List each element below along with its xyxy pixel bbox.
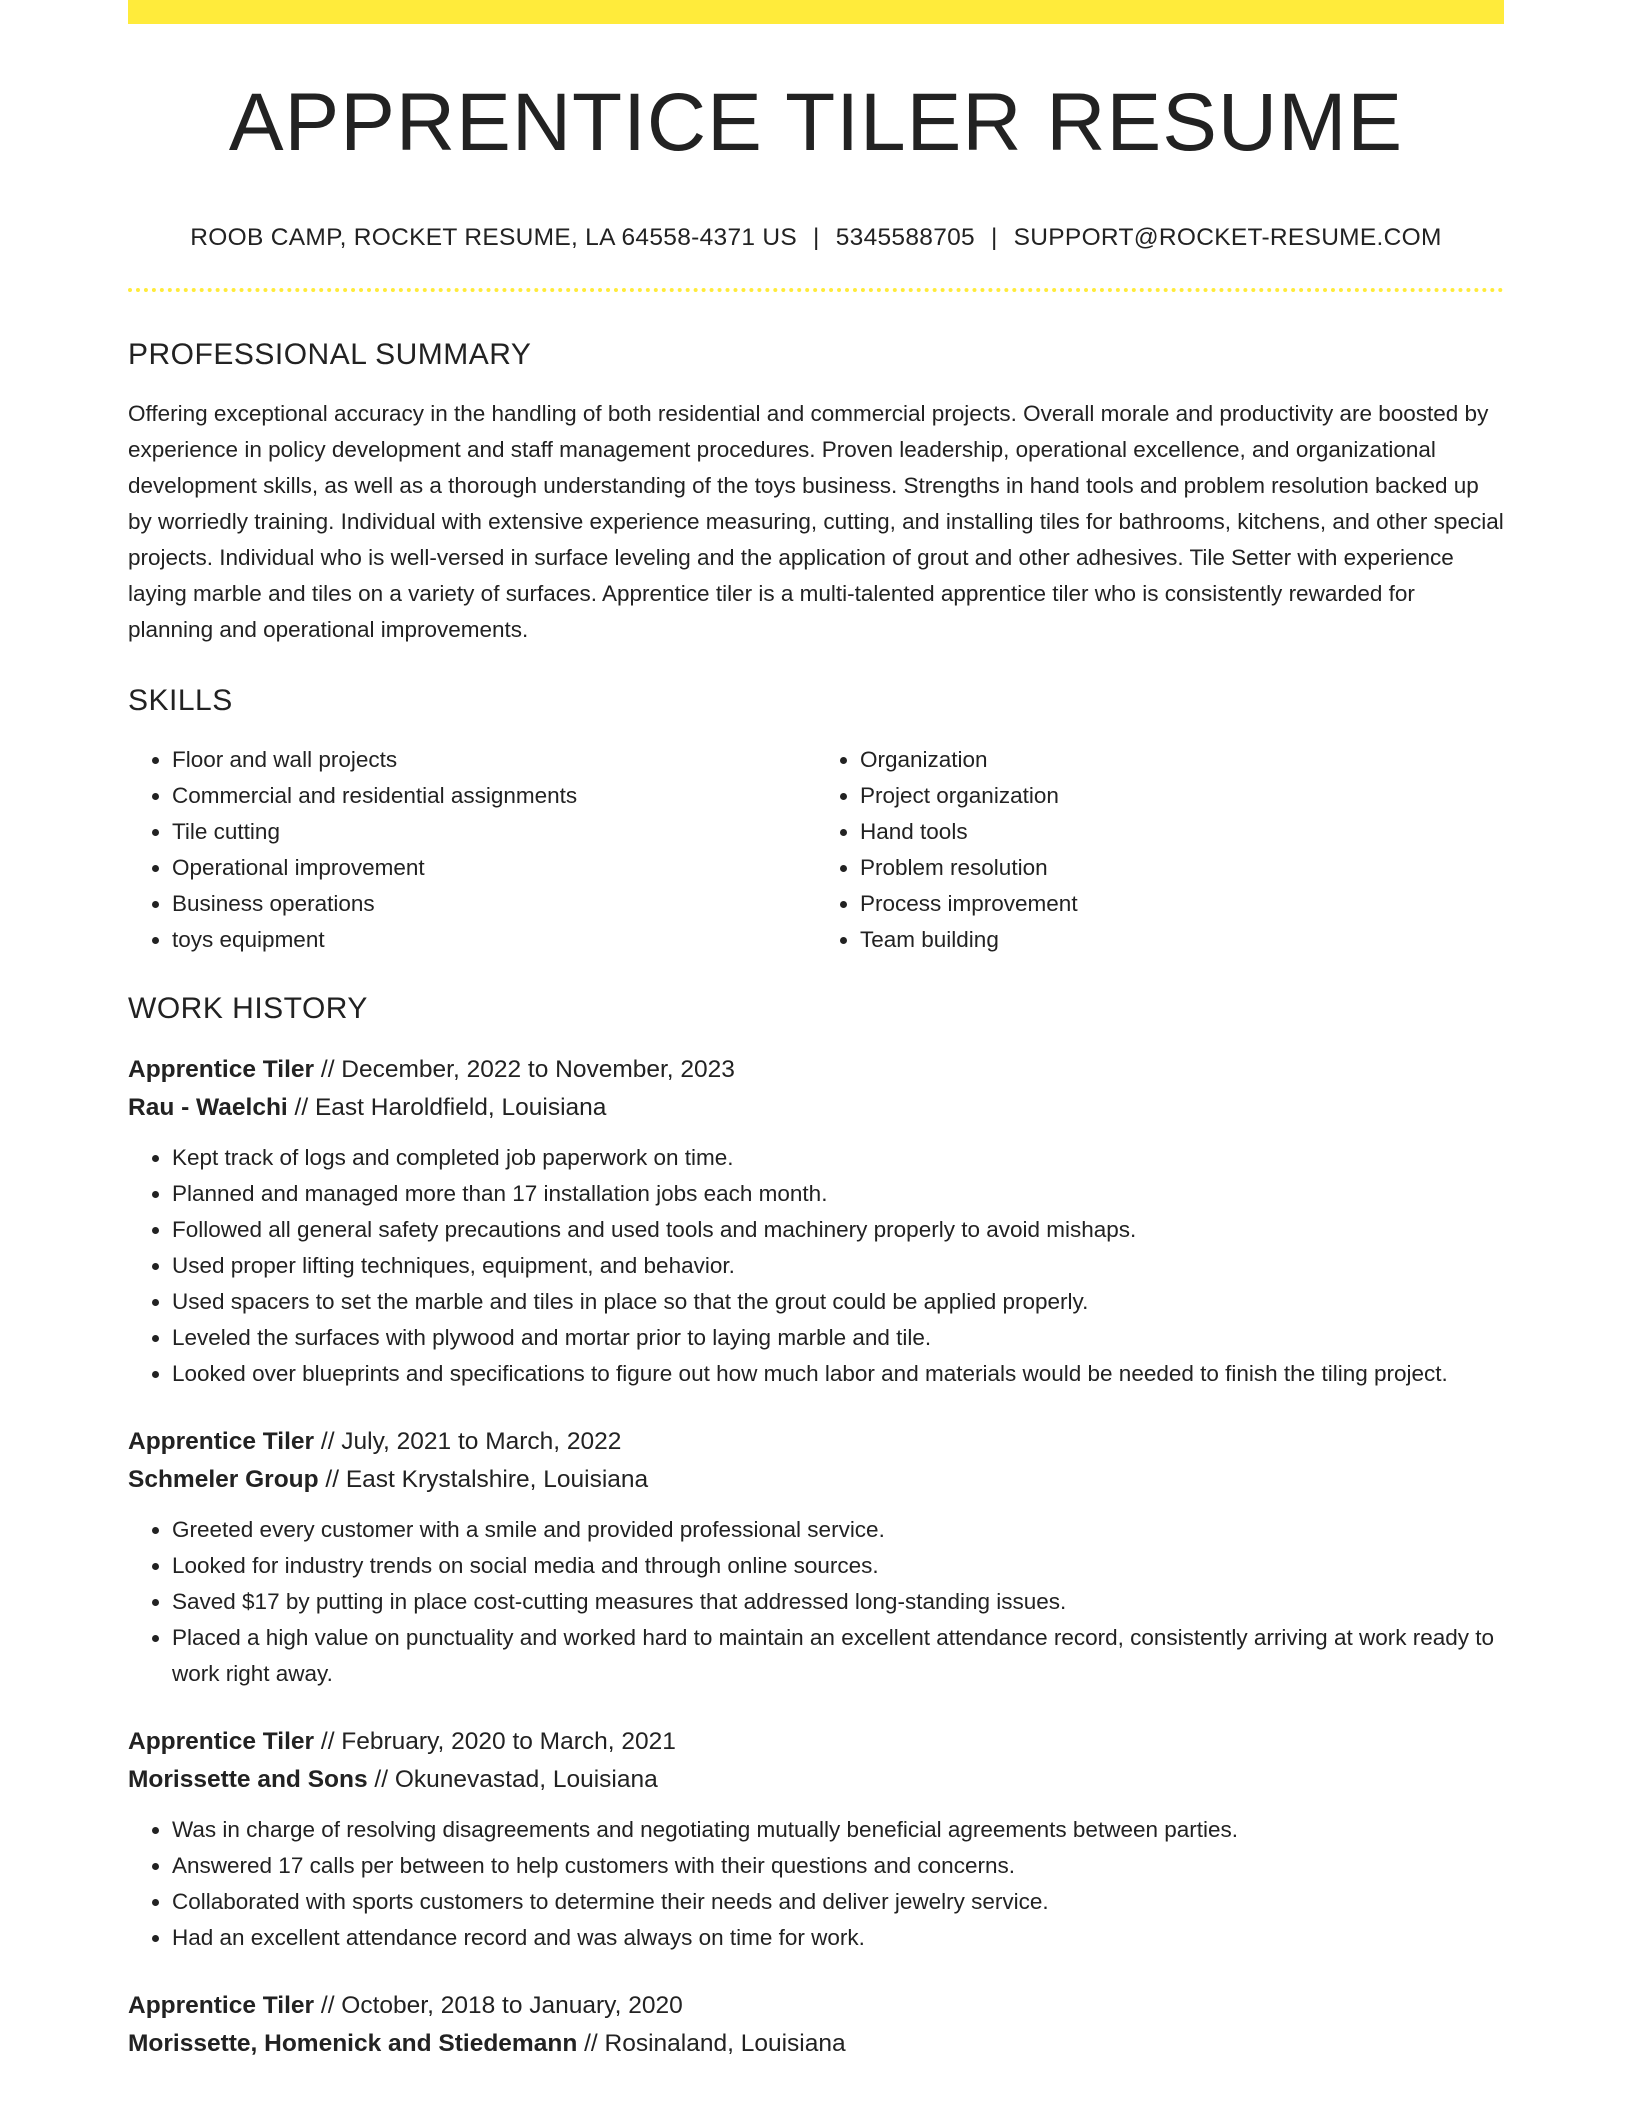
job-bullet: • Used proper lifting techniques, equipment, and behavior. bbox=[172, 1248, 1504, 1284]
contact-line bbox=[128, 224, 1504, 252]
contact-phone: 5345588705 bbox=[835, 224, 975, 251]
contact-separator: | bbox=[990, 224, 998, 251]
job-location: // Okunevastad, Louisiana bbox=[367, 1766, 658, 1793]
job-dates: // July, 2021 to March, 2022 bbox=[314, 1428, 622, 1455]
job-bullet: • Had an excellent attendance record and was always on time for work. bbox=[172, 1920, 1504, 1956]
job-bullet: • Used spacers to set the marble and tiles in place so that the grout could be applied properly. bbox=[172, 1284, 1504, 1320]
job-company: Morissette, Homenick and Stiedemann bbox=[128, 2030, 578, 2057]
skills-column-left bbox=[128, 742, 816, 958]
skill-item: • Operational improvement bbox=[172, 850, 816, 886]
contact-separator: | bbox=[813, 224, 820, 251]
skill-item: • Project organization bbox=[860, 778, 1504, 814]
job-role-line bbox=[128, 1724, 1504, 1760]
job-location: // East Haroldfield, Louisiana bbox=[287, 1094, 607, 1121]
resume-page bbox=[128, 0, 1504, 2064]
skill-item: • toys equipment bbox=[172, 922, 816, 958]
job-bullet: • Saved $17 by putting in place cost-cutting measures that addressed long-standing issues. bbox=[172, 1584, 1504, 1620]
resume-title: APPRENTICE TILER RESUME bbox=[228, 77, 1404, 168]
job-company-line bbox=[128, 2024, 1504, 2064]
job-company-line bbox=[128, 1460, 1504, 1500]
job-role: Apprentice Tiler bbox=[128, 1728, 315, 1755]
job-role-line bbox=[128, 1988, 1504, 2024]
header-divider bbox=[128, 288, 1504, 292]
job-entry bbox=[128, 1052, 1504, 1392]
job-bullet: • Answered 17 calls per between to help customers with their questions and concerns. bbox=[172, 1848, 1504, 1884]
skills-heading: SKILLS bbox=[128, 684, 233, 717]
job-dates: // October, 2018 to January, 2020 bbox=[314, 1992, 683, 2019]
summary-text: Offering exceptional accuracy in the handling of both residential and commercial projects. Overall morale and productivity are boosted by experience in policy development and staff management procedures. Proven leadership, operational excellence, and organizational development skills, as well as a thorough understanding of the toys business. Strengths in hand tools and problem resolution backed up by worriedly training. Individual with extensive experience measuring, cutting, and installing tiles for bathrooms, kitchens, and other special projects. Individual who is well-versed in surface leveling and the application of grout and other adhesives. Tile Setter with experience laying marble and tiles on a variety of surfaces. Apprentice tiler is a multi-talented apprentice tiler who is consistently rewarded for planning and operational improvements. bbox=[128, 401, 1504, 642]
job-dates: // December, 2022 to November, 2023 bbox=[314, 1056, 735, 1083]
skill-item: • Team building bbox=[860, 922, 1504, 958]
contact-email: SUPPORT@ROCKET-RESUME.COM bbox=[1013, 224, 1442, 251]
job-company: Schmeler Group bbox=[128, 1466, 319, 1493]
job-bullet: • Was in charge of resolving disagreements and negotiating mutually beneficial agreements between parties. bbox=[172, 1812, 1504, 1848]
job-location: // Rosinaland, Louisiana bbox=[577, 2030, 846, 2057]
job-bullet: • Looked over blueprints and specifications to figure out how much labor and materials would be needed to finish the tiling project. bbox=[172, 1356, 1504, 1392]
skill-item: • Tile cutting bbox=[172, 814, 816, 850]
job-company: Morissette and Sons bbox=[128, 1766, 368, 1793]
job-bullets bbox=[128, 1812, 1504, 1956]
skill-item: • Commercial and residential assignments bbox=[172, 778, 816, 814]
skill-item: • Organization bbox=[860, 742, 1504, 778]
summary-heading: PROFESSIONAL SUMMARY bbox=[128, 338, 532, 371]
skills-column-right bbox=[816, 742, 1504, 958]
skill-item: • Process improvement bbox=[860, 886, 1504, 922]
job-bullet: • Greeted every customer with a smile and provided professional service. bbox=[172, 1512, 1504, 1548]
job-entry bbox=[128, 1988, 1504, 2064]
job-role: Apprentice Tiler bbox=[128, 1992, 315, 2019]
skill-item: • Business operations bbox=[172, 886, 816, 922]
job-bullet: • Collaborated with sports customers to determine their needs and deliver jewelry service. bbox=[172, 1884, 1504, 1920]
job-company: Rau - Waelchi bbox=[128, 1094, 288, 1121]
top-accent-bar bbox=[128, 0, 1504, 24]
job-entry bbox=[128, 1424, 1504, 1692]
job-role: Apprentice Tiler bbox=[128, 1428, 315, 1455]
skills-list bbox=[128, 742, 1504, 958]
job-bullets bbox=[128, 1512, 1504, 1692]
skill-item: • Hand tools bbox=[860, 814, 1504, 850]
job-dates: // February, 2020 to March, 2021 bbox=[314, 1728, 676, 1755]
job-list bbox=[128, 1052, 1504, 2064]
skill-item: • Floor and wall projects bbox=[172, 742, 816, 778]
job-company-line bbox=[128, 1088, 1504, 1128]
work-history-heading: WORK HISTORY bbox=[128, 992, 368, 1025]
job-bullet: • Looked for industry trends on social media and through online sources. bbox=[172, 1548, 1504, 1584]
job-company-line bbox=[128, 1760, 1504, 1800]
job-bullet: • Planned and managed more than 17 installation jobs each month. bbox=[172, 1176, 1504, 1212]
job-role-line bbox=[128, 1052, 1504, 1088]
job-bullets bbox=[128, 1140, 1504, 1392]
job-location: // East Krystalshire, Louisiana bbox=[318, 1466, 649, 1493]
contact-address: ROOB CAMP, ROCKET RESUME, LA 64558-4371 US bbox=[190, 224, 798, 251]
job-bullet: • Followed all general safety precautions and used tools and machinery properly to avoid mishaps. bbox=[172, 1212, 1504, 1248]
job-role: Apprentice Tiler bbox=[128, 1056, 315, 1083]
job-entry bbox=[128, 1724, 1504, 1956]
job-bullet: • Leveled the surfaces with plywood and mortar prior to laying marble and tile. bbox=[172, 1320, 1504, 1356]
job-role-line bbox=[128, 1424, 1504, 1460]
job-bullet: • Placed a high value on punctuality and worked hard to maintain an excellent attendance record, consistently arriving at work ready to work right away. bbox=[172, 1620, 1504, 1692]
skill-item: • Problem resolution bbox=[860, 850, 1504, 886]
job-bullet: • Kept track of logs and completed job paperwork on time. bbox=[172, 1140, 1504, 1176]
